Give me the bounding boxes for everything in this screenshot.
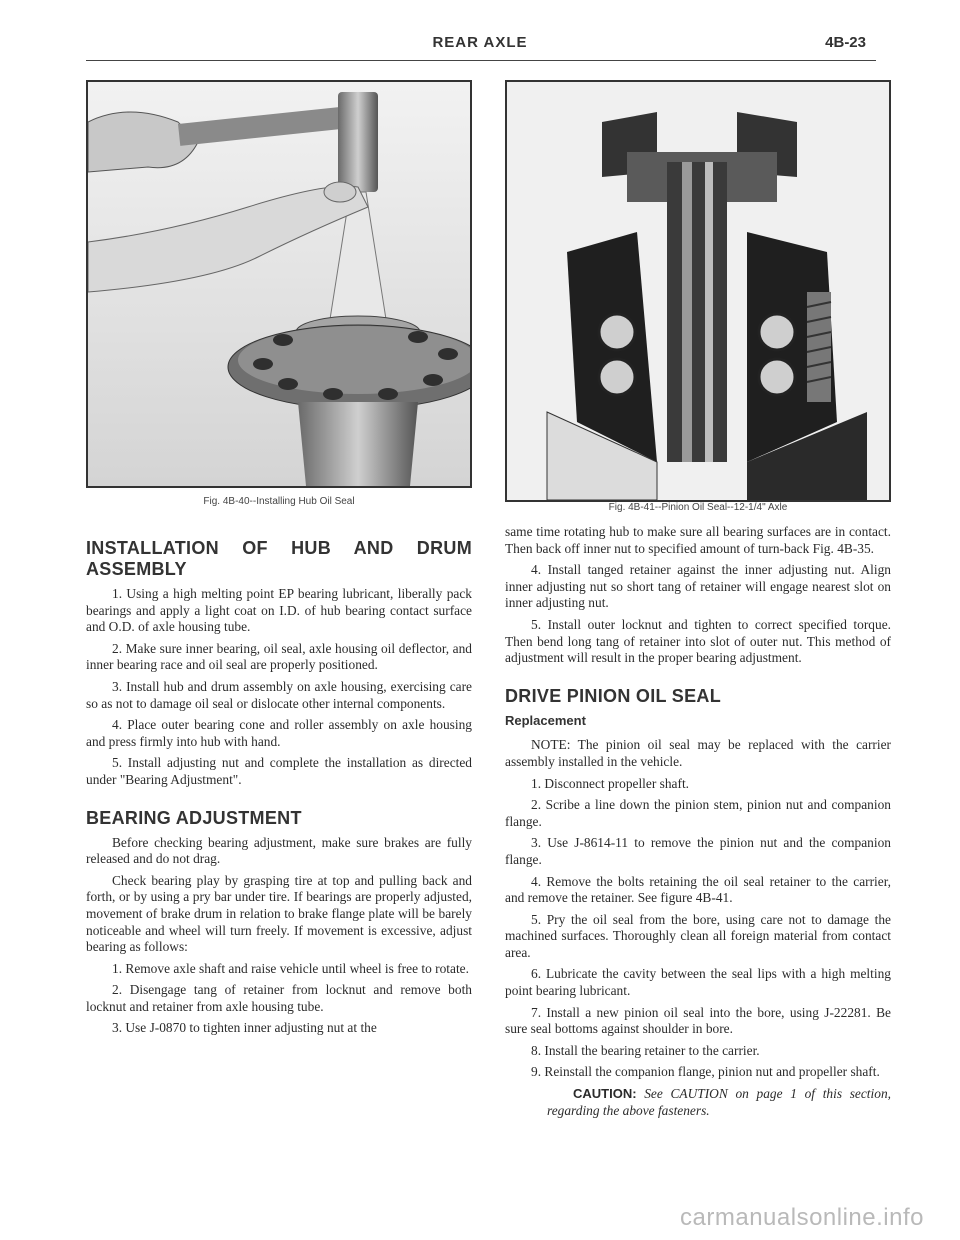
install-step: 2. Make sure inner bearing, oil seal, axle housing oil deflector, and inner bearing race and oil seal are properly positioned. [86, 640, 472, 673]
right-text-column [505, 524, 891, 1124]
figure-hub-oil-seal-photo [86, 80, 472, 488]
replacement-step: 9. Reinstall the companion flange, pinion nut and propeller shaft. [531, 1064, 880, 1080]
install-step: 5. Install adjusting nut and complete the installation as directed under "Bearing Adjustment". [86, 755, 472, 787]
replacement-step: 4. Remove the bolts retaining the oil seal retainer to the carrier, and remove the retainer. See figure 4B-41. [505, 873, 891, 906]
heading-installation-hub-drum: INSTALLATION OF HUB AND DRUM ASSEMBLY [86, 538, 472, 579]
replacement-step: 6. Lubricate the cavity between the seal lips with a high melting point bearing lubricant. [505, 966, 891, 999]
bearing-paragraph: Before checking bearing adjustment, make sure brakes are fully released and do not drag. [86, 834, 472, 867]
caution-note [505, 1086, 891, 1119]
running-header-title: REAR AXLE [432, 34, 528, 51]
bearing-step: 5. Install outer locknut and tighten to correct specified torque. Then bend long tang of retainer into slot of outer nut. This method of adjustment will result in the proper bearing adjustment. [505, 616, 891, 666]
bearing-step: 2. Disengage tang of retainer from locknut and remove both locknut and retainer from axle housing tube. [86, 982, 472, 1014]
replacement-step: 3. Use J-8614-11 to remove the pinion nut and the companion flange. [505, 835, 891, 867]
figure-caption-right: Fig. 4B-41--Pinion Oil Seal--12-1/4" Axle [608, 502, 788, 513]
heading-bearing-adjustment: BEARING ADJUSTMENT [86, 807, 302, 828]
replacement-step: 7. Install a new pinion oil seal into the bore, using J-22281. Be sure seal bottoms against shoulder in bore. [505, 1004, 891, 1037]
replacement-step: 1. Disconnect propeller shaft. [531, 775, 690, 791]
caution-label: CAUTION: [573, 1086, 637, 1102]
subheading-replacement: Replacement [505, 712, 586, 728]
bearing-paragraph: Check bearing play by grasping tire at top and pulling back and forth, or by using a pry bar under tire. If bearings are properly adjusted, movement of brake drum in relation to brake flange plate will be barely noticeable and wheel will turn freely. If movement is excessive, adjust bearing as follows: [86, 872, 472, 955]
figure-pinion-oil-seal-section [505, 80, 891, 502]
install-step: 3. Install hub and drum assembly on axle housing, exercising care so as not to damage oil seal or dislocate other internal components. [86, 678, 472, 711]
bearing-step: 4. Install tanged retainer against the inner adjusting nut. Align inner adjusting nut so short tang of retainer will engage nearest slot on inner adjusting nut. [505, 562, 891, 611]
bearing-step: 3. Use J-0870 to tighten inner adjusting nut at the [112, 1020, 377, 1036]
pinion-oil-seal-illustration [507, 82, 889, 500]
page-number: 4B-23 [825, 34, 866, 51]
replacement-note: NOTE: The pinion oil seal may be replaced with the carrier assembly installed in the vehicle. [505, 737, 891, 769]
bearing-step: 1. Remove axle shaft and raise vehicle until wheel is free to rotate. [112, 960, 469, 976]
figure-caption-left: Fig. 4B-40--Installing Hub Oil Seal [203, 496, 355, 507]
left-text-column [86, 538, 472, 1042]
install-step: 1. Using a high melting point EP bearing lubricant, liberally pack bearings and apply a light coat on I.D. of hub bearing contact surface and O.D. of axle housing tube. [86, 586, 472, 635]
install-step: 4. Place outer bearing cone and roller assembly on axle housing and press firmly into hub with hand. [86, 717, 472, 749]
caution-text: See CAUTION on page 1 of this section, regarding the above fasteners. [547, 1086, 891, 1118]
replacement-step: 2. Scribe a line down the pinion stem, pinion nut and companion flange. [505, 797, 891, 829]
bearing-continued: same time rotating hub to make sure all bearing surfaces are in contact. Then back off inner nut to specified amount of turn-back Fig. 4B-35. [505, 524, 891, 556]
watermark-text: carmanualsonline.info [680, 1204, 924, 1231]
header-divider [86, 60, 876, 61]
replacement-step: 5. Pry the oil seal from the bore, using care not to damage the machined surfaces. Thoroughly clean all foreign material from contact area. [505, 911, 891, 960]
heading-drive-pinion-oil-seal: DRIVE PINION OIL SEAL [505, 685, 721, 706]
hub-oil-seal-illustration [88, 82, 470, 486]
replacement-step: 8. Install the bearing retainer to the carrier. [531, 1042, 760, 1058]
